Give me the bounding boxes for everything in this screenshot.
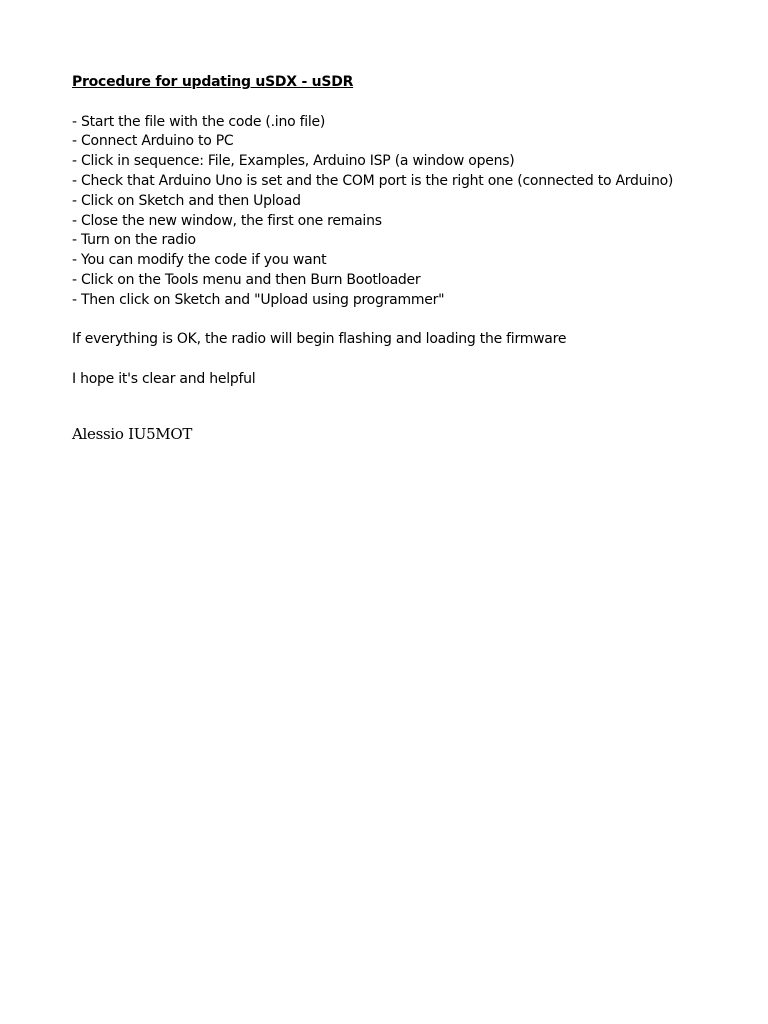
step-item: - Click on the Tools menu and then Burn Bootloader xyxy=(72,271,421,288)
step-item: - Connect Arduino to PC xyxy=(72,133,234,150)
document-body xyxy=(72,73,732,445)
steps-list xyxy=(72,113,732,311)
document-title: Procedure for updating uSDX - uSDR xyxy=(72,74,354,90)
step-item: - Close the new window, the first one remains xyxy=(72,212,382,229)
step-item: - Turn on the radio xyxy=(72,232,196,249)
step-item: - Start the file with the code (.ino file) xyxy=(72,113,326,130)
step-item: - You can modify the code if you want xyxy=(72,252,327,269)
step-item: - Click in sequence: File, Examples, Arduino ISP (a window opens) xyxy=(72,153,515,170)
signature-spacer xyxy=(72,390,732,425)
blank-line xyxy=(72,350,732,370)
step-item: - Click on Sketch and then Upload xyxy=(72,192,301,209)
author-signature: Alessio IU5MOT xyxy=(72,424,193,443)
result-paragraph: If everything is OK, the radio will begin flashing and loading the firmware xyxy=(72,331,567,348)
blank-line xyxy=(72,311,732,331)
step-item: - Then click on Sketch and "Upload using programmer" xyxy=(72,291,445,308)
step-item: - Check that Arduino Uno is set and the COM port is the right one (connected to Arduino) xyxy=(72,172,674,189)
closing-paragraph: I hope it's clear and helpful xyxy=(72,370,256,387)
blank-line xyxy=(72,93,732,113)
